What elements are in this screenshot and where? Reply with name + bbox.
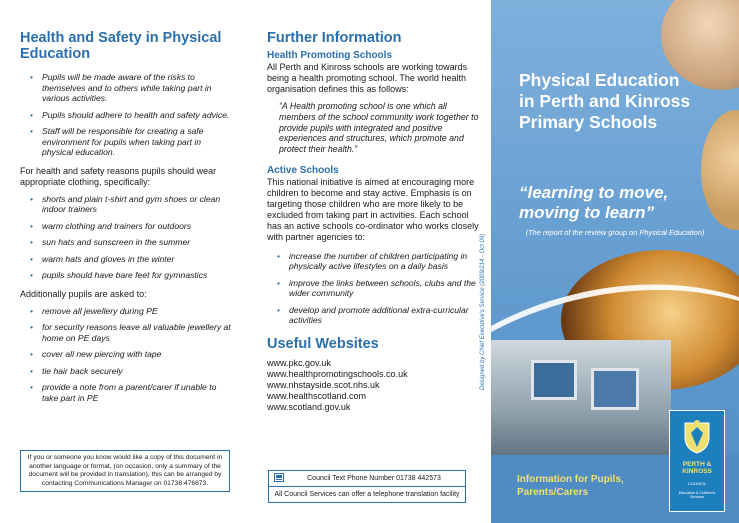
logo-service: Education & Children's Services (678, 491, 716, 500)
photo-child-right (701, 110, 739, 230)
text-phone-row (269, 471, 465, 487)
audience-line-1: Information for Pupils, (517, 474, 624, 485)
additional-bullet-list (20, 306, 231, 404)
active-schools-text: This national initiative is aimed at encouraging more children to become and stay active. Emphasis is on targeting those children who are more likely to be excluded from taking part in activities. Each school has an active schools co-ordinator who works closely with partner agencies to: (267, 176, 479, 242)
website-link[interactable]: www.pkc.gov.uk (267, 357, 331, 368)
logo-line-1: PERTH & (682, 461, 712, 468)
list-item: • remove all jewellery during PE (20, 306, 231, 317)
list-item: • tie hair back securely (20, 366, 231, 377)
website-link[interactable]: www.healthpromotingschools.co.uk (267, 368, 408, 379)
health-promoting-schools-text: All Perth and Kinross schools are working towards being a health promoting school. The world health organisation defines this as follows: (267, 62, 468, 94)
alternative-format-notice: If you or someone you know would like a copy of this document in another language or format, (on occasion, only a summary of the document will be provided in translation), this can be arranged by contacting Communications Manager on 01738 476873. (20, 450, 230, 492)
list-item: • Pupils should adhere to health and safety advice. (20, 110, 231, 121)
audience-label (517, 473, 624, 499)
useful-websites-heading: Useful Websites (267, 335, 379, 352)
translation-row: All Council Services can offer a telephone translation facility (274, 491, 460, 498)
list-item: • pupils should have bare feet for gymnastics (20, 270, 231, 281)
website-link[interactable]: www.nhstayside.scot.nhs.uk (267, 379, 380, 390)
clothing-bullet-list (20, 194, 231, 281)
list-item: • cover all new piercing with tape (20, 349, 231, 360)
list-item: • develop and promote additional extra-curricular activities (267, 305, 479, 326)
risk-bullet-list (20, 72, 231, 158)
further-information-panel (245, 0, 491, 523)
list-item: • increase the number of children participating in physically active lifestyles on a daily basis (267, 251, 479, 272)
health-promoting-schools-heading: Health Promoting Schools (267, 50, 393, 61)
list-item: • shorts and plain t-shirt and gym shoes or clean indoor trainers (20, 194, 231, 215)
crest-icon (681, 419, 713, 455)
health-safety-panel (0, 0, 245, 523)
logo-line-2: KINROSS (682, 468, 712, 475)
additional-intro: Additionally pupils are asked to: (20, 288, 147, 299)
design-credit: Designed by Chief Executive's Service (2009/214 - Oct 09) (480, 233, 486, 390)
clothing-intro: For health and safety reasons pupils should wear appropriate clothing, specifically: (20, 165, 217, 187)
list-item: • Pupils will be made aware of the risks to themselves and to others while taking part in various activities. (20, 72, 231, 104)
logo-name (670, 461, 724, 475)
audience-line-2: Parents/Carers (517, 487, 589, 498)
list-item: • improve the links between schools, clubs and the wider community (267, 278, 479, 299)
list-item: • provide a note from a parent/carer if unable to take part in PE (20, 382, 231, 403)
slogan-line-2: moving to learn” (519, 203, 655, 222)
list-item: • warm clothing and trainers for outdoors (20, 221, 231, 232)
slogan (519, 183, 668, 223)
active-schools-bullet-list (267, 251, 479, 326)
review-note: (The report of the review group on Physical Education) (525, 228, 705, 237)
slogan-line-1: “learning to move, (519, 183, 669, 202)
health-safety-heading: Health and Safety in Physical Education (20, 30, 222, 62)
contact-box (268, 470, 466, 503)
list-item: • for security reasons leave all valuable jewellery at home on PE days (20, 322, 231, 343)
list-item: • Staff will be responsible for creating a safe environment for pupils when taking part in physical education. (20, 126, 231, 158)
cover-panel (491, 0, 739, 523)
further-information-heading: Further Information (267, 30, 402, 46)
website-link[interactable]: www.scotland.gov.uk (267, 401, 351, 412)
logo-council: COUNCIL (687, 481, 706, 486)
website-list (267, 358, 479, 413)
list-item: • sun hats and sunscreen in the summer (20, 237, 231, 248)
council-logo (669, 410, 725, 512)
website-link[interactable]: www.healthscotland.com (267, 390, 367, 401)
text-phone-number: Council Text Phone Number 01738 442573 (307, 475, 441, 482)
who-definition-quote: “A Health promoting school is one which all members of the school community work together to provide pupils with integrated and positive experiences and structures, which promote and protect their health.” (279, 101, 479, 155)
page-title: Physical Education in Perth and Kinross Primary Schools (519, 70, 691, 132)
list-item: • warm hats and gloves in the winter (20, 254, 231, 265)
active-schools-heading: Active Schools (267, 164, 339, 176)
phone-icon (274, 473, 284, 482)
